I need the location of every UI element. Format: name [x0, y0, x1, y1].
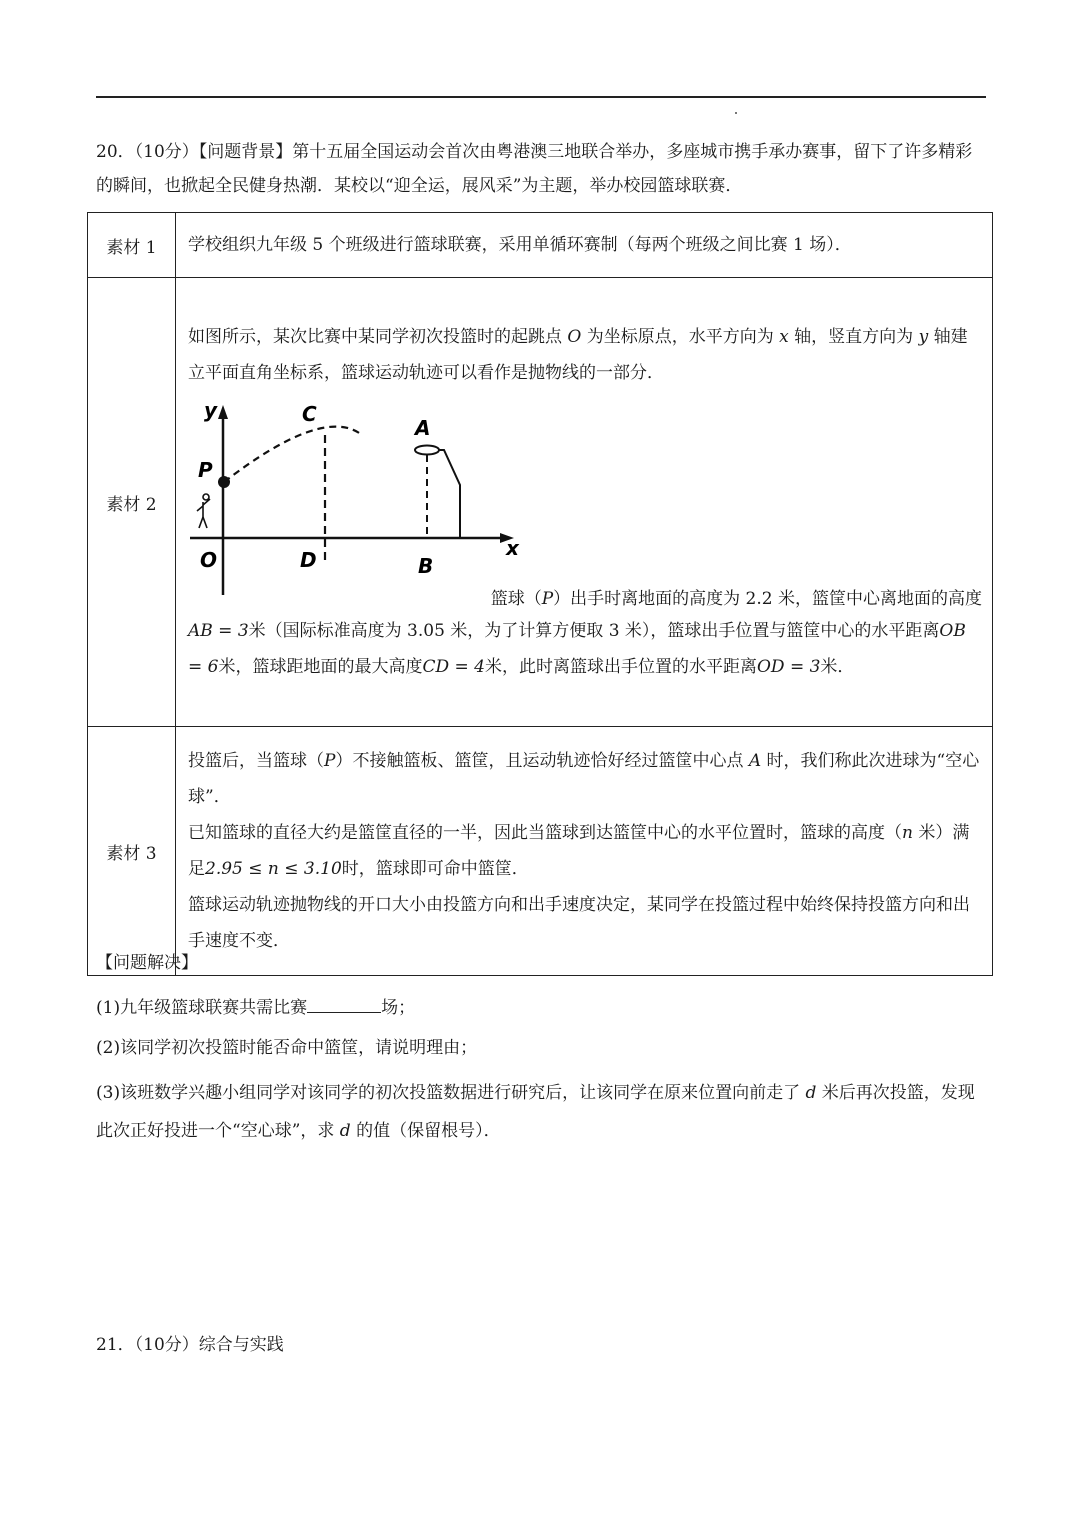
- material-2-intro: 如图所示，某次比赛中某同学初次投篮时的起跳点 O 为坐标原点，水平方向为 x 轴，竖直方向为 y 轴建立平面直角坐标系，篮球运动轨迹可以看作是抛物线的一部分．: [188, 327, 968, 383]
- materials-table: [87, 212, 993, 976]
- label-D: D: [300, 548, 317, 572]
- top-rule: [96, 96, 986, 98]
- material-row-3: [88, 727, 993, 976]
- figure-row: [188, 391, 982, 613]
- label-y: y: [204, 398, 218, 422]
- material-2-detail: AB = 3米（国际标准高度为 3.05 米，为了计算方便取 3 米），篮球出手位置与篮筐中心的水平距离OB = 6米，篮球距地面的最大高度CD = 4米，此时离篮球出手位置的水平距离OD = 3米．: [188, 621, 966, 677]
- hoop-ring: [415, 446, 439, 455]
- material-1-label: 素材 1: [88, 213, 176, 278]
- sub-question-2: (2)该同学初次投篮时能否命中篮筐，请说明理由；: [96, 1038, 478, 1058]
- material-row-1: [88, 213, 993, 278]
- material-1-text: 学校组织九年级 5 个班级进行篮球联赛，采用单循环赛制（每两个班级之间比赛 1 场）．: [176, 213, 993, 278]
- expr-n-range: 2.95 ≤ n ≤ 3.10: [205, 859, 342, 879]
- material-3-para-1: 投篮后，当篮球（P）不接触篮板、篮筐，且运动轨迹恰好经过篮筐中心点 A 时，我们称此次进球为“空心球”．: [188, 751, 980, 807]
- material-3-label: 素材 3: [88, 727, 176, 976]
- sub-question-3: (3)该班数学兴趣小组同学对该同学的初次投篮数据进行研究后，让该同学在原来位置向前走了 d 米后再次投篮，发现此次正好投进一个“空心球”，求 d 的值（保留根号）．: [96, 1083, 975, 1141]
- label-A: A: [415, 416, 431, 440]
- expr-OB: OB = 6: [188, 621, 966, 677]
- material-3-content: [176, 727, 993, 976]
- label-x: x: [506, 536, 519, 560]
- expr-AB: AB = 3: [188, 621, 249, 641]
- hoop-stand: [439, 450, 460, 538]
- label-B: B: [418, 554, 434, 578]
- stray-dot: [735, 112, 737, 114]
- material-row-2: [88, 278, 993, 727]
- label-O: O: [200, 548, 218, 572]
- question-20-text: 20．（10分）【问题背景】第十五届全国运动会首次由粤港澳三地联合举办，多座城市携手承办赛事，留下了许多精彩的瞬间，也掀起全民健身热潮．某校以“迎全运，展风采”为主题，举办校园篮球联赛．: [96, 142, 973, 196]
- label-P: P: [198, 458, 213, 482]
- player-figure: [197, 494, 210, 528]
- material-3-para-2: 已知篮球的直径大约是篮筐直径的一半，因此当篮球到达篮筐中心的水平位置时，篮球的高度（n 米）满足2.95 ≤ n ≤ 3.10时，篮球即可命中篮筐．: [188, 823, 970, 879]
- question-21-heading: 21．（10分）综合与实践: [96, 1335, 284, 1355]
- answer-blank[interactable]: [307, 994, 381, 1013]
- ball-point-P: [218, 476, 230, 488]
- label-C: C: [302, 402, 317, 426]
- solve-heading: 【问题解决】: [96, 953, 198, 973]
- trajectory-curve: [224, 427, 362, 482]
- material-2-detail-start: 篮球（P）出手时离地面的高度为 2.2 米，篮筐中心离地面的高度: [490, 589, 982, 609]
- material-2-content: [176, 278, 993, 727]
- y-axis-arrow: [218, 405, 228, 419]
- material-2-label: 素材 2: [88, 278, 176, 727]
- basketball-trajectory-diagram: [188, 395, 528, 601]
- expr-CD: CD = 4: [422, 657, 485, 677]
- sub-question-1: (1)九年级篮球联赛共需比赛 场；: [96, 991, 986, 1025]
- material-3-para-3: 篮球运动轨迹抛物线的开口大小由投篮方向和出手速度决定，某同学在投篮过程中始终保持投篮方向和出手速度不变．: [188, 895, 970, 951]
- expr-OD: OD = 3: [756, 657, 821, 677]
